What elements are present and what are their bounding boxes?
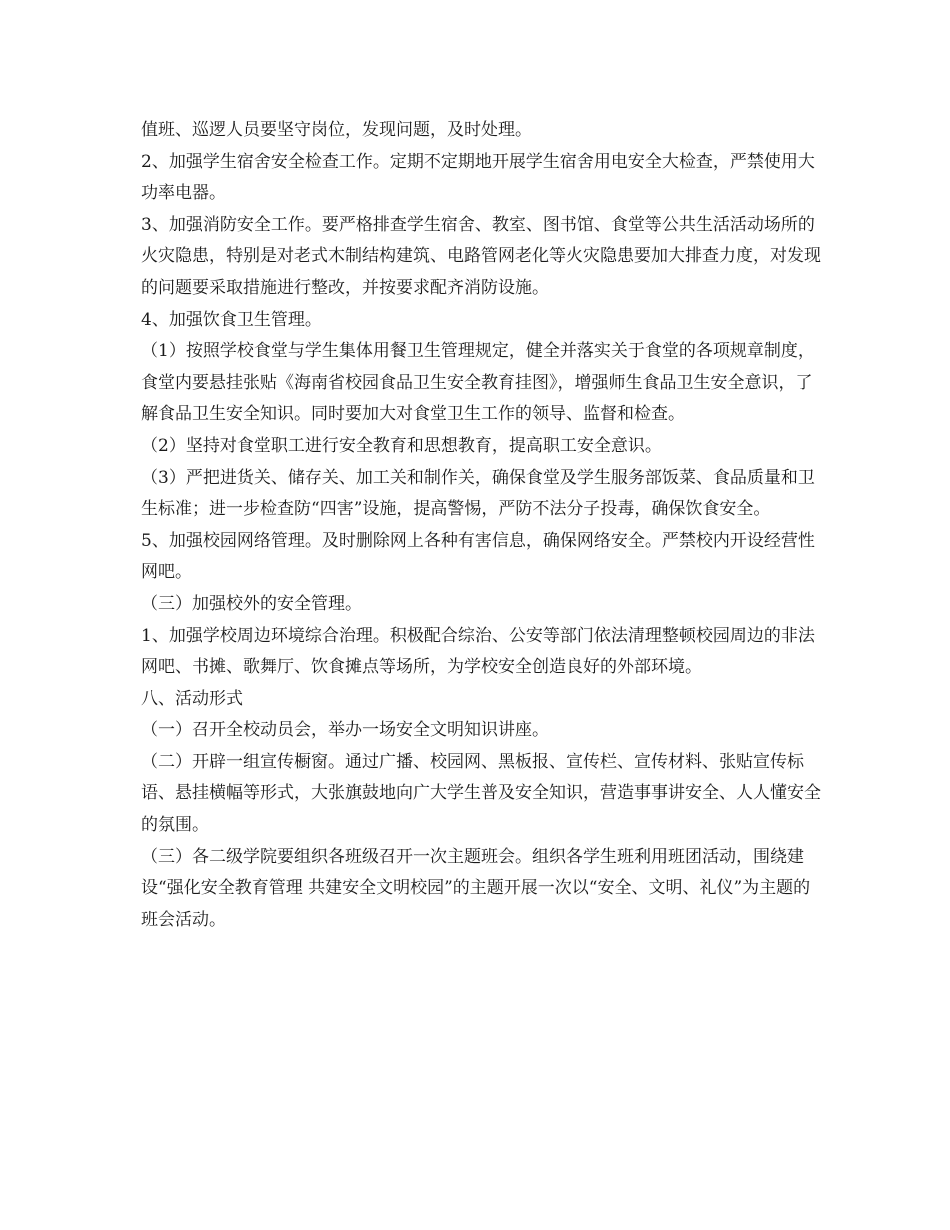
paragraph-network-management: 5、加强校园网络管理。及时删除网上各种有害信息，确保网络安全。严禁校内开设经营性网吧。 (141, 530, 815, 583)
paragraph-food-hygiene-heading: 4、加强饮食卫生管理。 (141, 309, 322, 330)
paragraph-duty-patrol: 值班、巡逻人员要坚守岗位，发现问题，及时处理。 (141, 120, 532, 140)
document-body (141, 115, 821, 936)
paragraph-fire-safety: 3、加强消防安全工作。要严格排查学生宿舍、教室、图书馆、食堂等公共生活活动场所的火灾隐患，特别是对老式木制结构建筑、电路管网老化等火灾隐患要加大排查力度，对发现的问题要采取措施进行整改，并按要求配齐消防设施。 (141, 214, 821, 298)
paragraph-staff-education: （2）坚持对食堂职工进行安全教育和思想教育，提高职工安全意识。 (141, 435, 662, 456)
section-heading-activities: 八、活动形式 (141, 688, 243, 709)
paragraph-mobilization-meeting: （一）召开全校动员会，举办一场安全文明知识讲座。 (141, 720, 549, 741)
paragraph-class-meeting: （三）各二级学院要组织各班级召开一次主题班会。组织各学生班利用班团活动，围绕建设“强化安全教育管理 共建安全文明校园”的主题开展一次以“安全、文明、礼仪”为主题的班会活动。 (141, 846, 811, 930)
paragraph-publicity-window: （二）开辟一组宣传橱窗。通过广播、校园网、黑板报、宣传栏、宣传材料、张贴宣传标语、悬挂横幅等形式，大张旗鼓地向广大学生普及安全知识，营造事事讲安全、人人懂安全的氛围。 (141, 751, 821, 836)
paragraph-canteen-rules: （1）按照学校食堂与学生集体用餐卫生管理规定，健全并落实关于食堂的各项规章制度，食堂内要悬挂张贴《海南省校园食品卫生安全教育挂图》，增强师生食品卫生安全意识，了解食品卫生安全知识。同时要加大对食堂卫生工作的领导、监督和检查。 (141, 341, 815, 425)
paragraph-offcampus-heading: （三）加强校外的安全管理。 (141, 593, 362, 614)
paragraph-dormitory-inspection: 2、加强学生宿舍安全检查工作。定期不定期地开展学生宿舍用电安全大检查，严禁使用大功率电器。 (141, 151, 815, 204)
paragraph-procurement-control: （3）严把进货关、储存关、加工关和制作关，确保食堂及学生服务部饭菜、食品质量和卫生标准；进一步检查防“四害”设施，提高警惕，严防不法分子投毒，确保饮食安全。 (141, 467, 815, 520)
paragraph-surroundings: 1、加强学校周边环境综合治理。积极配合综治、公安等部门依法清理整顿校园周边的非法网吧、书摊、歌舞厅、饮食摊点等场所，为学校安全创造良好的外部环境。 (141, 625, 815, 678)
